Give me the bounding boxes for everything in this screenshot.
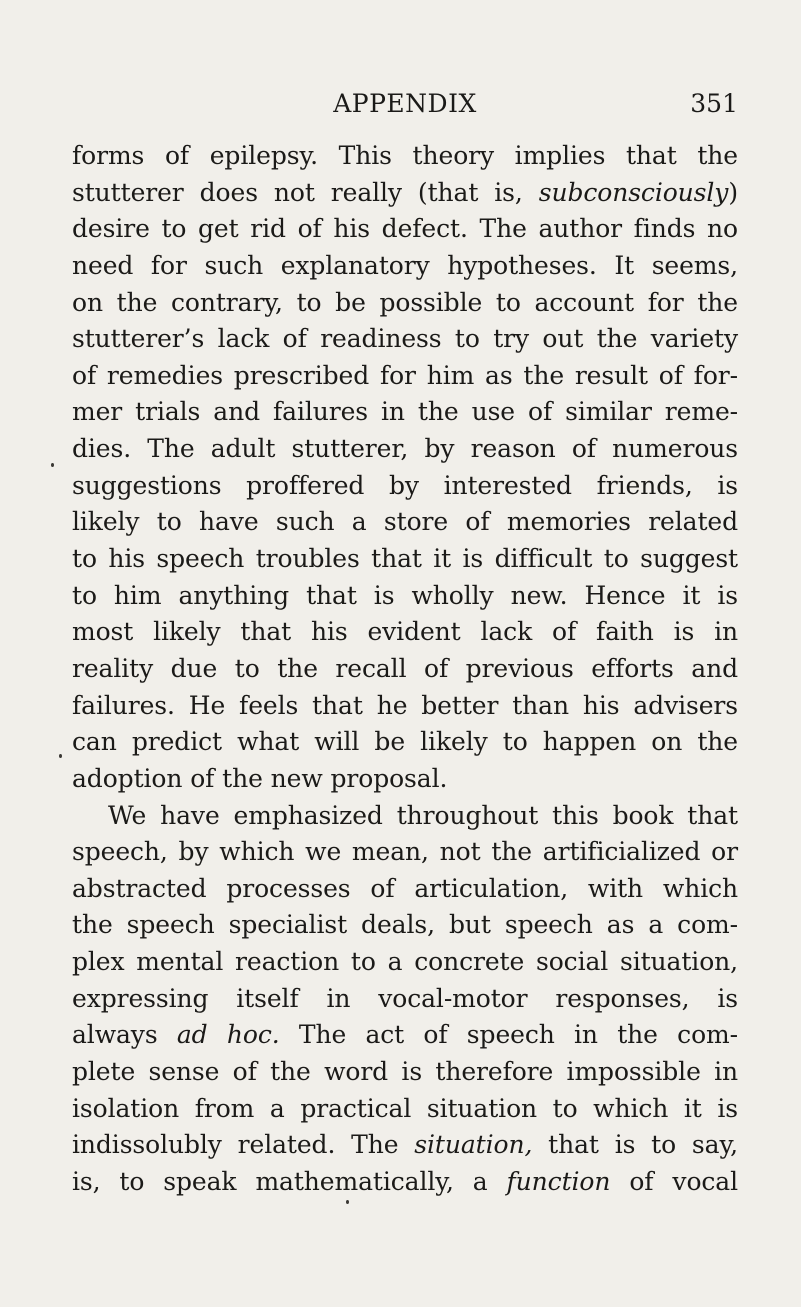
text-line (72, 431, 738, 468)
text-line (72, 761, 738, 798)
text-line (72, 944, 738, 981)
text-run: likely to have such a store of memories related (72, 507, 738, 537)
text-line (72, 651, 738, 688)
ink-speck (346, 1200, 349, 1204)
text-run: most likely that his evident lack of faith is in (72, 617, 738, 647)
text-run: forms of epilepsy. This theory implies that the (72, 141, 738, 170)
text-run: We have emphasized throughout this book that (108, 800, 738, 830)
text-line (72, 394, 738, 431)
body-text (72, 138, 738, 1201)
text-run: the speech specialist deals, but speech as a com- (72, 910, 738, 940)
text-run: to his speech troubles that it is difficult to suggest (72, 544, 738, 574)
text-run: failures. He feels that he better than his advisers (72, 690, 738, 720)
text-line (72, 907, 738, 944)
italic-phrase: situation, (414, 1130, 533, 1160)
text-run: reality due to the recall of previous efforts and (72, 653, 738, 683)
text-run: mer trials and failures in the use of similar reme- (72, 397, 738, 427)
text-line (72, 1017, 738, 1054)
italic-phrase: subconsciously (538, 177, 729, 207)
text-run: isolation from a practical situation to which it is (72, 1093, 738, 1123)
text-run: stutterer’s lack of readiness to try out the variety (72, 324, 738, 354)
text-run: ) (728, 177, 738, 207)
text-line (72, 504, 738, 541)
text-line (72, 688, 738, 725)
text-line (72, 211, 738, 248)
text-line (72, 358, 738, 395)
text-run: indissolubly related. The (72, 1130, 415, 1160)
text-line (72, 1164, 738, 1201)
text-run: to him anything that is wholly new. Hence it is (72, 580, 738, 610)
italic-phrase: ad hoc. (176, 1020, 280, 1050)
text-run: on the contrary, to be possible to account for the (72, 287, 738, 317)
text-line (72, 614, 738, 651)
text-run: suggestions proffered by interested friends, is (72, 470, 738, 500)
text-run: plete sense of the word is therefore impossible in (72, 1057, 738, 1087)
italic-phrase: function (506, 1166, 611, 1196)
text-line (72, 798, 738, 835)
text-line (72, 175, 738, 212)
text-line (72, 248, 738, 285)
text-run: is, to speak mathematically, a (72, 1166, 507, 1196)
ink-speck (51, 463, 54, 467)
running-head (72, 84, 738, 124)
running-title: APPENDIX (333, 89, 477, 118)
text-line (72, 1091, 738, 1128)
text-run: speech, by which we mean, not the artificialized or (72, 837, 738, 867)
text-run: that is to say, (532, 1130, 738, 1160)
text-line (72, 724, 738, 761)
text-run: expressing itself in vocal-motor responses, is (72, 983, 738, 1013)
text-run: plex mental reaction to a concrete social situation, (72, 947, 738, 977)
text-line (72, 871, 738, 908)
text-run: adoption of the new proposal. (72, 763, 448, 793)
text-run: stutterer does not really (that is, (72, 177, 539, 207)
text-run: of remedies prescribed for him as the result of for- (72, 360, 738, 390)
text-line (72, 1127, 738, 1164)
text-run: abstracted processes of articulation, with which (72, 873, 738, 903)
text-run: of vocal (610, 1166, 738, 1196)
page-number: 351 (690, 89, 738, 118)
text-run: can predict what will be likely to happen on the (72, 727, 738, 757)
text-line (72, 138, 738, 175)
text-line (72, 541, 738, 578)
text-line (72, 1054, 738, 1091)
text-line (72, 981, 738, 1018)
text-line (72, 578, 738, 615)
text-line (72, 834, 738, 871)
ink-speck (59, 754, 62, 758)
text-line (72, 321, 738, 358)
text-run: need for such explanatory hypotheses. It seems, (72, 250, 738, 280)
text-run: desire to get rid of his defect. The author finds no (72, 214, 738, 244)
text-line (72, 468, 738, 505)
text-line (72, 285, 738, 322)
text-run: The act of speech in the com- (279, 1020, 738, 1050)
text-run: dies. The adult stutterer, by reason of numerous (72, 434, 738, 464)
text-run: always (72, 1020, 177, 1050)
